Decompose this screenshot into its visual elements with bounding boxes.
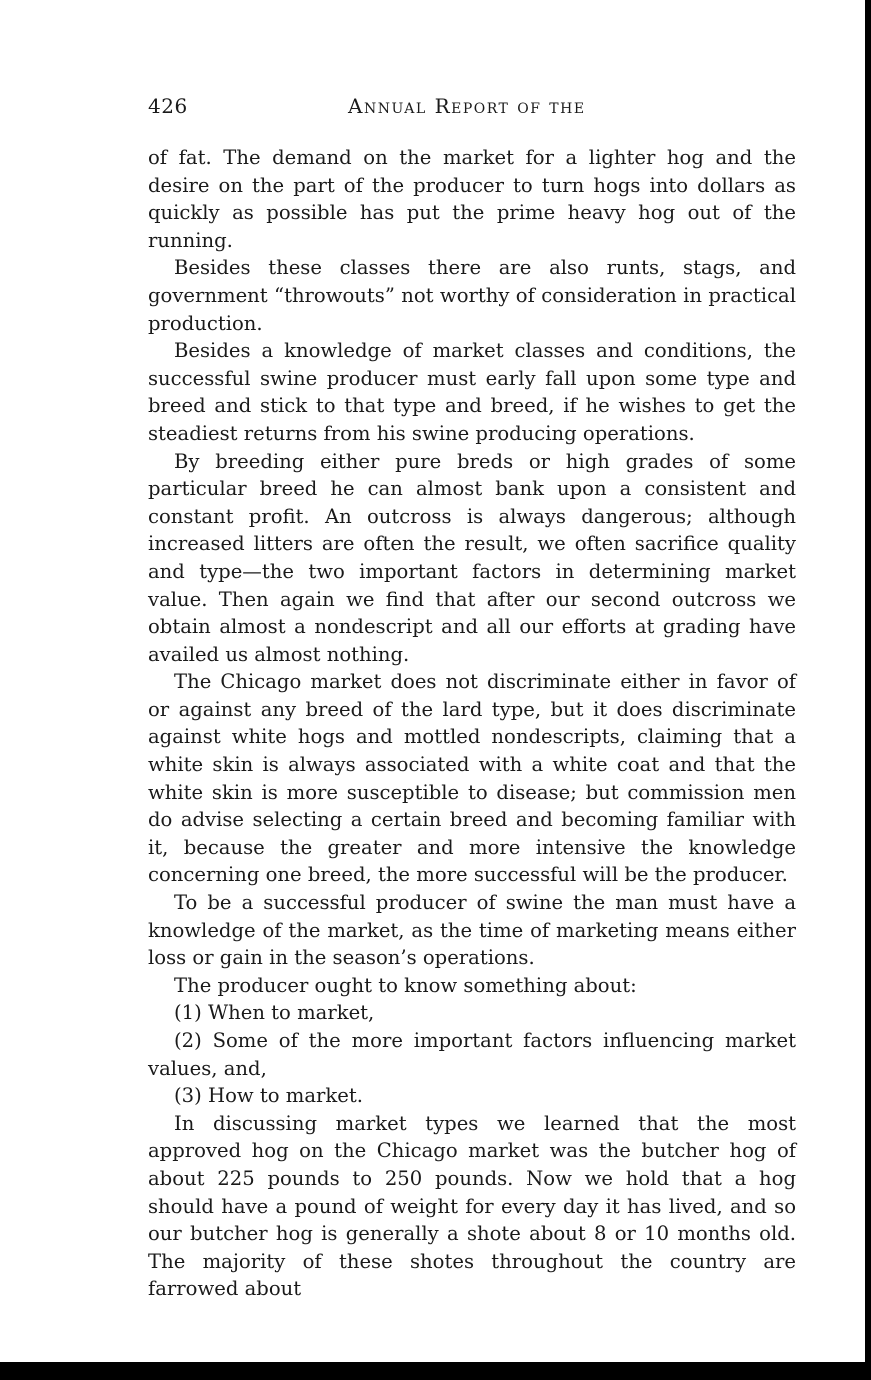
- paragraph-list-intro: The producer ought to know something about:: [174, 973, 637, 997]
- running-head: Annual Report of the: [348, 94, 586, 118]
- page-body: [148, 144, 796, 1303]
- list-item-factors: (2) Some of the more important factors influencing market values, and,: [148, 1029, 796, 1080]
- paragraph-breeding: By breeding either pure breds or high grades of some particular breed he can almost bank upon a consistent and constant profit. An outcross is always dangerous; although increased litters are often the result, we often sacrifice quality and type—the two important factors in determining market value. Then again we find that after our second outcross we obtain almost a nondescript and all our efforts at grading have availed us almost nothing.: [148, 449, 796, 666]
- scan-edge-bottom: [0, 1362, 871, 1380]
- scan-edge-right: [865, 0, 871, 1380]
- page-number: 426: [148, 94, 188, 118]
- paragraph-other-classes: Besides these classes there are also runts, stags, and government “throwouts” not worthy of consideration in practical production.: [148, 256, 796, 335]
- list-item-how-to-market: (3) How to market.: [174, 1084, 363, 1108]
- paragraph-chicago-market: The Chicago market does not discriminate either in favor of or against any breed of the lard type, but it does discriminate against white hogs and mottled nondescripts, claiming that a white skin is always associated with a white coat and that the white skin is more susceptible to disease; but commission men do advise selecting a certain breed and becoming familiar with it, because the greater and more intensive the knowledge concerning one breed, the more successful will be the producer.: [148, 670, 796, 887]
- page-header: [148, 94, 798, 122]
- paragraph-market-types: In discussing market types we learned that the most approved hog on the Chicago market was the butcher hog of about 225 pounds to 250 pounds. Now we hold that a hog should have a pound of weight for every day it has lived, and so our butcher hog is generally a shote about 8 or 10 months old. The majority of these shotes throughout the country are farrowed about: [148, 1111, 796, 1301]
- paragraph-market-knowledge: To be a successful producer of swine the man must have a knowledge of the market, as the time of marketing means either loss or gain in the season’s operations.: [148, 891, 796, 970]
- paragraph-continuation: of fat. The demand on the market for a lighter hog and the desire on the part of the producer to turn hogs into dollars as quickly as possible has put the prime heavy hog out of the running.: [148, 146, 796, 252]
- list-item-when-to-market: (1) When to market,: [174, 1001, 375, 1025]
- paragraph-type-and-breed: Besides a knowledge of market classes and conditions, the successful swine producer must early fall upon some type and breed and stick to that type and breed, if he wishes to get the steadiest returns from his swine producing operations.: [148, 339, 796, 445]
